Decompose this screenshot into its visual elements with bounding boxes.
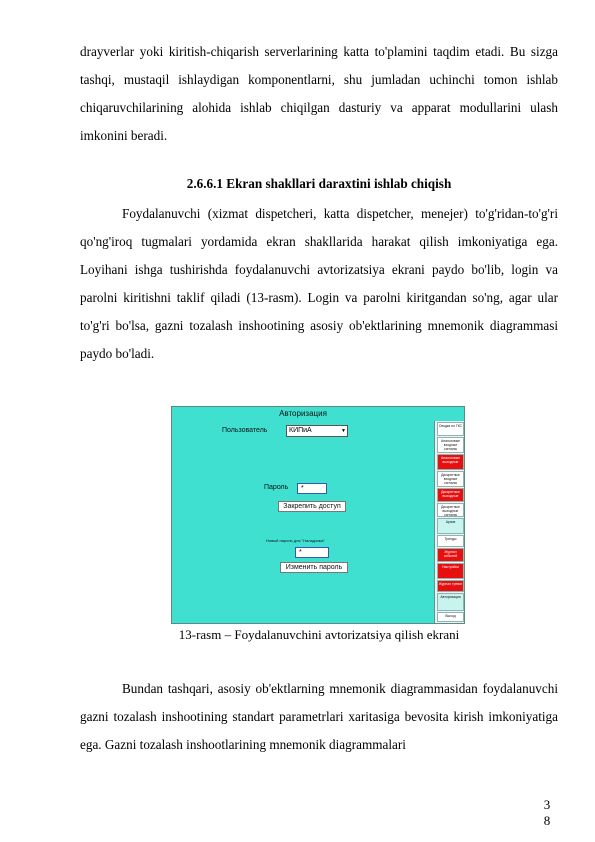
page-number xyxy=(541,797,553,829)
paragraph-intro: drayverlar yoki kiritish-chiqarish serverlarining katta to'plamini taqdim etadi. Bu sizga tashqi, mustaqil ishlaydigan komponentlarni, shu jumladan uchinchi tomon ishlab chiqaruvchilarining alohida ishlab chiqilgan dasturiy va apparat modullarini ulash imkonini beradi. xyxy=(80,44,558,143)
authorization-screen-figure xyxy=(171,406,465,624)
paragraph-user-navigation: Foydalanuvchi (xizmat dispetcheri, katta dispetcher, menejer) to'g'ridan-to'g'ri qo'ng'iroq tugmalari yordamida ekran shakllarida harakat qilish imkoniyatiga ega. Loyihani ishga tushirishda foydalanuvchi avtorizatsiya ekrani paydo bo'lib, login va parolni kiritishni taklif qiladi (13-rasm). Login va parolni kiritgandan so'ng, agar ular to'g'ri bo'lsa, gazni tozalash inshootining asosiy ob'ektlarining mnemonik diagrammasi paydo bo'ladi. xyxy=(80,206,558,361)
figure-sidebar-item: Журнал событий xyxy=(437,548,464,562)
figure-user-value: КИПиА xyxy=(289,427,312,434)
figure-sidebar-item: Тренды xyxy=(437,535,464,547)
page-number-digit-2: 8 xyxy=(543,813,551,828)
figure-change-password-button: Изменить пароль xyxy=(280,562,348,573)
figure-sidebar-item: Выход xyxy=(437,612,464,622)
page-number-digit-1: 3 xyxy=(543,797,551,812)
figure-sidebar-item: Настройки xyxy=(437,563,464,579)
figure-password-field: * xyxy=(297,483,327,494)
figure-user-label: Пользователь xyxy=(222,427,268,434)
figure-sidebar-item: Архив xyxy=(437,518,464,534)
figure-sidebar-item: Аналоговые входные сигналы xyxy=(437,437,464,453)
figure-sidebar-item: Дискретные выходные сигналы xyxy=(437,503,464,517)
figure-window-title: Авторизация xyxy=(279,409,327,418)
figure-new-password-field: * xyxy=(295,547,329,558)
figure-caption: 13-rasm – Foydalanuvchini avtorizatsiya qilish ekrani xyxy=(178,627,460,642)
figure-password-label: Пароль xyxy=(264,484,289,491)
figure-user-select xyxy=(286,425,348,437)
figure-sidebar xyxy=(434,421,465,624)
figure-sidebar-item: Авторизация xyxy=(437,593,464,611)
figure-sidebar-item: Аналоговые выходные xyxy=(437,454,464,470)
figure-sidebar-item: Дискретные входные сигналы xyxy=(437,471,464,487)
figure-new-password-label: Новый пароль для "Наладчика" xyxy=(266,538,325,543)
figure-sidebar-item: Журнал тревог xyxy=(437,580,464,592)
figure-sidebar-item: Сводка по ГКС xyxy=(437,422,464,436)
figure-lock-access-button: Закрепить доступ xyxy=(278,501,346,512)
paragraph-continuation: Bundan tashqari, asosiy ob'ektlarning mnemonik diagrammasidan foydalanuvchi gazni tozalash inshootining standart parametrlari xaritasiga bevosita kirish imkoniyatiga ega. Gazni tozalash inshootlarining mnemonik diagrammalari xyxy=(80,681,558,752)
chevron-down-icon: ▼ xyxy=(341,428,346,434)
section-heading: 2.6.6.1 Ekran shakllari daraxtini ishlab chiqish xyxy=(186,176,452,191)
figure-sidebar-item: Дискретные выходные xyxy=(437,488,464,502)
